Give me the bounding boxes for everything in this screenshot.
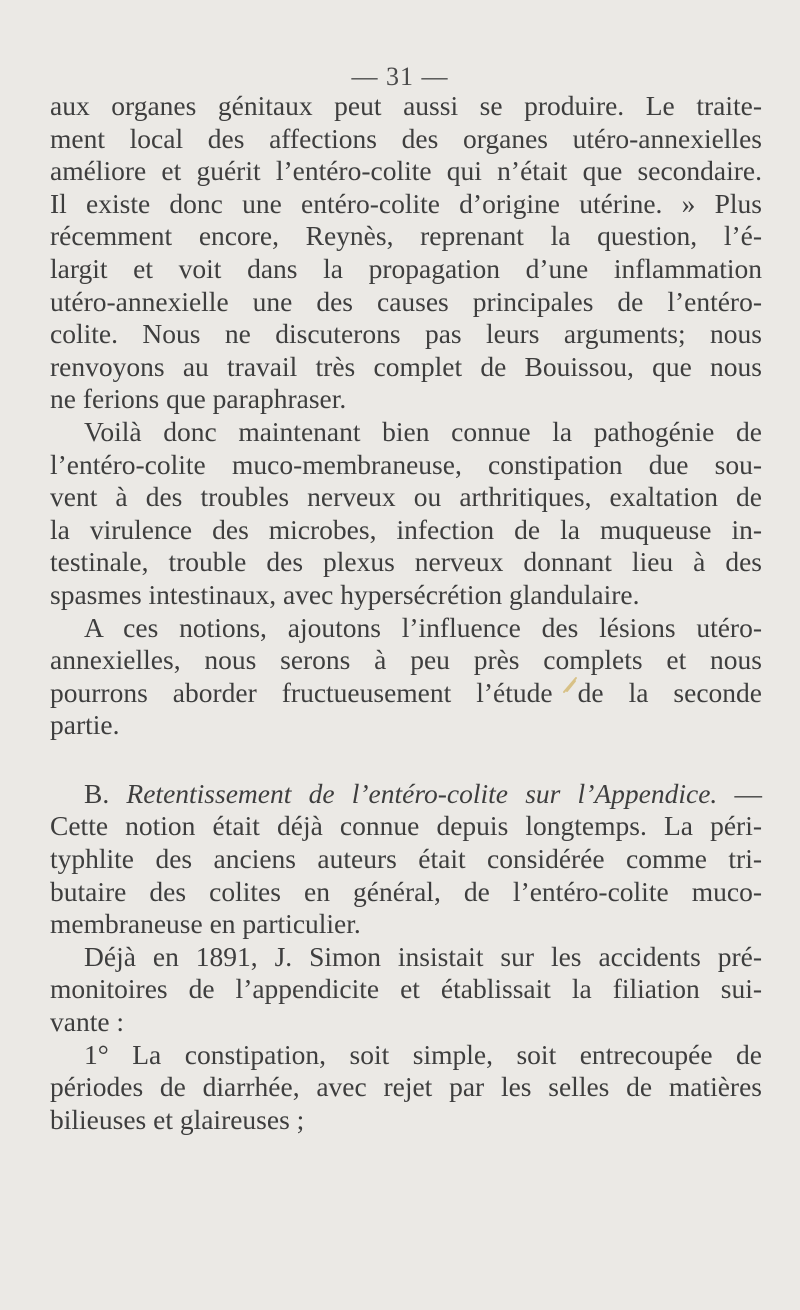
paragraph-6 <box>50 1039 762 1137</box>
text-line: renvoyons au travail très complet de Bouissou, que nous <box>50 350 762 382</box>
ink-stroke-icon <box>560 675 580 695</box>
section-dash: — <box>734 777 762 809</box>
text-line: améliore et guérit l’entéro-colite qui n’était que secondaire. <box>50 155 762 187</box>
text-line: bilieuses et glaireuses ; <box>50 1103 305 1135</box>
text-line: utéro-annexielle une des causes principales de l’entéro- <box>50 285 762 317</box>
page-body <box>50 90 762 1136</box>
section-spacer <box>50 742 762 778</box>
section-b <box>50 778 762 941</box>
text-line: monitoires de l’appendicite et établissait la filiation sui- <box>50 973 762 1005</box>
text-line: annexielles, nous serons à peu près complets et nous <box>50 644 762 676</box>
text-line: l’entéro-colite muco-membraneuse, constipation due sou- <box>50 448 762 480</box>
text-line: pourrons aborder fructueusement l’étude de la seconde <box>50 676 762 708</box>
paragraph-2 <box>50 416 762 612</box>
text-line: partie. <box>50 709 120 741</box>
section-title: Retentissement de l’entéro-colite sur l’Appendice. <box>126 777 718 809</box>
text-line: testinale, trouble des plexus nerveux donnant lieu à des <box>50 546 762 578</box>
text-line: ment local des affections des organes utéro-annexielles <box>50 122 762 154</box>
text-line: A ces notions, ajoutons l’influence des lésions utéro- <box>84 611 762 643</box>
text-line: spasmes intestinaux, avec hypersécrétion glandulaire. <box>50 578 640 610</box>
text-line: membraneuse en particulier. <box>50 908 361 940</box>
text-line: vent à des troubles nerveux ou arthritiques, exaltation de <box>50 481 762 513</box>
section-label: B. <box>84 777 110 809</box>
text-line: Cette notion était déjà connue depuis longtemps. La péri- <box>50 810 762 842</box>
text-line: Il existe donc une entéro-colite d’origine utérine. » Plus <box>50 187 762 219</box>
text-line: Déjà en 1891, J. Simon insistait sur les accidents pré- <box>84 940 762 972</box>
text-line: butaire des colites en général, de l’entéro-colite muco- <box>50 875 762 907</box>
text-line: aux organes génitaux peut aussi se produire. Le traite- <box>50 90 762 121</box>
section-heading-line <box>50 778 762 811</box>
text-line: la virulence des microbes, infection de la muqueuse in- <box>50 513 762 545</box>
text-line: largit et voit dans la propagation d’une inflammation <box>50 252 762 284</box>
page-number: — 31 — <box>351 62 449 91</box>
text-line: vante : <box>50 1006 125 1038</box>
text-line: Voilà donc maintenant bien connue la pathogénie de <box>84 415 762 447</box>
text-line: colite. Nous ne discuterons pas leurs arguments; nous <box>50 318 762 350</box>
text-line: périodes de diarrhée, avec rejet par les selles de matières <box>50 1071 762 1103</box>
text-line: 1° La constipation, soit simple, soit entrecoupée de <box>84 1038 762 1070</box>
text-line: ne ferions que paraphraser. <box>50 383 347 415</box>
text-line: typhlite des anciens auteurs était considérée comme tri- <box>50 843 762 875</box>
text-line: récemment encore, Reynès, reprenant la question, l’é- <box>50 220 762 252</box>
ink-mark <box>560 675 580 695</box>
paragraph-5 <box>50 941 762 1039</box>
paragraph-3 <box>50 612 762 742</box>
paragraph-1 <box>50 90 762 416</box>
